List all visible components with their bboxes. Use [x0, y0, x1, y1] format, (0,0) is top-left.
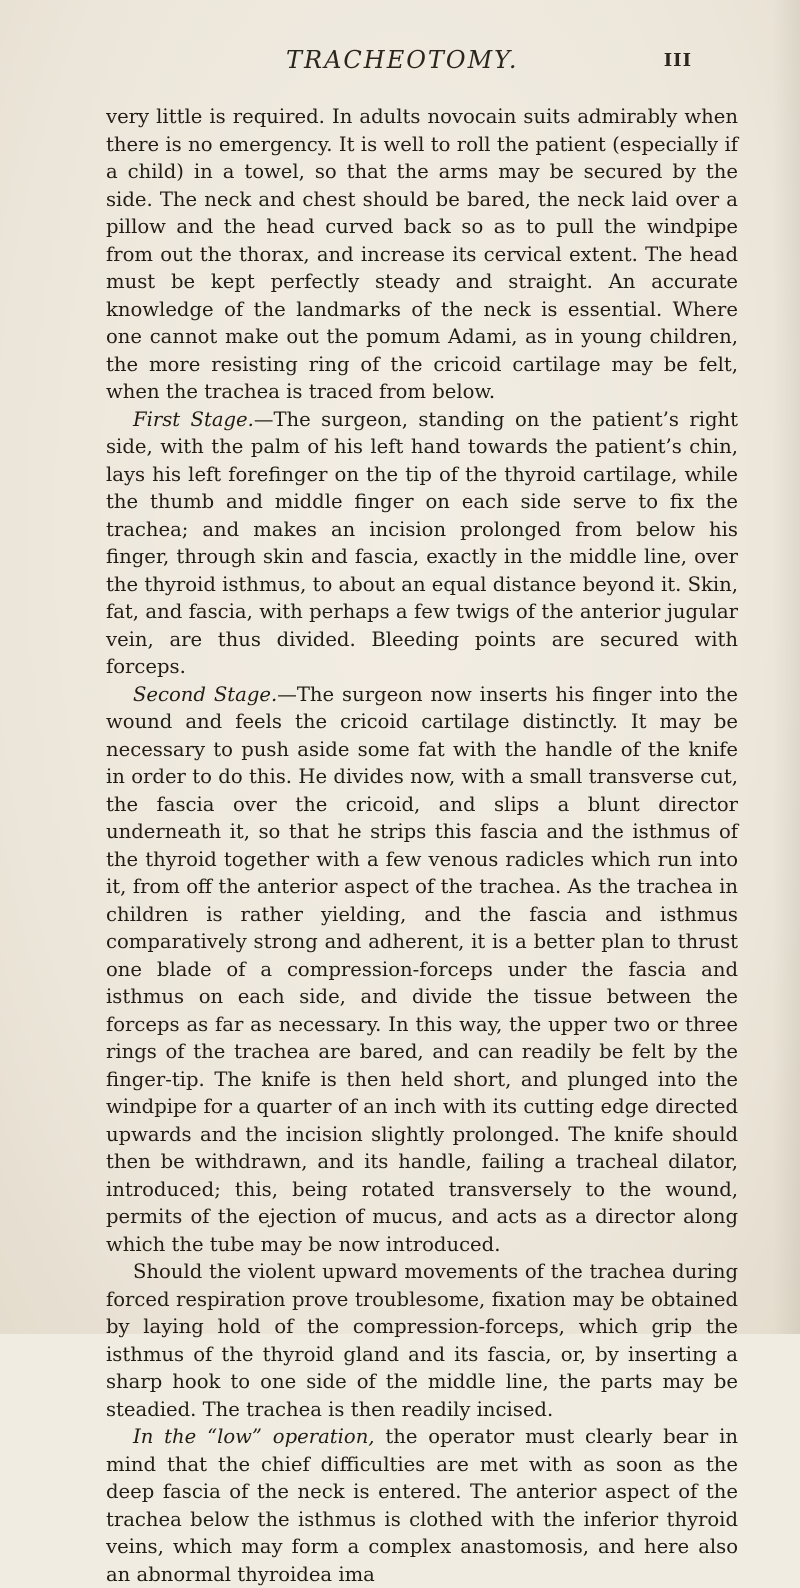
body-text	[106, 103, 738, 1588]
paragraph-first-stage	[106, 406, 738, 681]
running-title: TRACHEOTOMY.	[286, 46, 519, 74]
stage-label-first: First Stage.	[133, 407, 254, 431]
paragraph-text: the operator must clearly bear in mind that the chief difficulties are met with as soon as the deep fascia of the neck is entered. The anterior aspect of the trachea below the isthmus is clothed with the inferior thyroid veins, which may form a complex anastomosis, and here also an abnormal thyroidea ima	[106, 1425, 738, 1586]
paragraph-text: very little is required. In adults novocain suits admirably when there is no emergency. It is well to roll the patient (especially if a child) in a towel, so that the arms may be secured by the side. The neck and chest should be bared, the neck laid over a pillow and the head curved back so as to pull the windpipe from out the thorax, and increase its cervical extent. The head must be kept perfectly steady and straight. An accurate knowledge of the landmarks of the neck is essential. Where one cannot make out the pomum Adami, as in young children, the more resisting ring of the cricoid cartilage may be felt, when the trachea is traced from below.	[106, 105, 738, 403]
paragraph-intro	[106, 103, 738, 406]
paragraph-second-stage	[106, 681, 738, 1259]
page-number: III	[663, 50, 692, 71]
paragraph-fixation	[106, 1258, 738, 1423]
paragraph-text: —The surgeon, standing on the patient’s right side, with the palm of his left hand towards the patient’s chin, lays his left forefinger on the tip of the thyroid cartilage, while the thumb and middle finger on each side serve to fix the trachea; and makes an incision prolonged from below his finger, through skin and fascia, exactly in the middle line, over the thyroid isthmus, to about an equal distance beyond it. Skin, fat, and fascia, with perhaps a few twigs of the anterior jugular vein, are thus divided. Bleeding points are secured with forceps.	[106, 407, 738, 678]
paragraph-text: —The surgeon now inserts his finger into the wound and feels the cricoid cartilage distinctly. It may be necessary to push aside some fat with the handle of the knife in order to do this. He divides now, with a small transverse cut, the fascia over the cricoid, and slips a blunt director underneath it, so that he strips this fascia and the isthmus of the thyroid together with a few venous radicles which run into it, from off the anterior aspect of the trachea. As the trachea in children is rather yielding, and the fascia and isthmus comparatively strong and adherent, it is a better plan to thrust one blade of a compression-forceps under the fascia and isthmus on each side, and divide the tissue between the forceps as far as necessary. In this way, the upper two or three rings of the trachea are bared, and can readily be felt by the finger-tip. The knife is then held short, and plunged into the windpipe for a quarter of an inch with its cutting edge directed upwards and the incision slightly prolonged. The knife should then be withdrawn, and its handle, failing a tracheal dilator, introduced; this, being rotated transversely to the wound, permits of the ejection of mucus, and acts as a director along which the tube may be now introduced.	[106, 682, 738, 1256]
running-head	[0, 46, 800, 86]
paragraph-text: Should the violent upward movements of the trachea during forced respiration prove troublesome, fixation may be obtained by laying hold of the compression-forceps, which grip the isthmus of the thyroid gland and its fascia, or, by inserting a sharp hook to one side of the middle line, the parts may be steadied. The trachea is then readily incised.	[106, 1260, 738, 1421]
paragraph-low-operation	[106, 1423, 738, 1588]
stage-label-low-operation: In the “low” operation,	[133, 1425, 375, 1448]
stage-label-second: Second Stage.	[133, 682, 278, 706]
page-edge-shadow	[772, 0, 800, 1334]
